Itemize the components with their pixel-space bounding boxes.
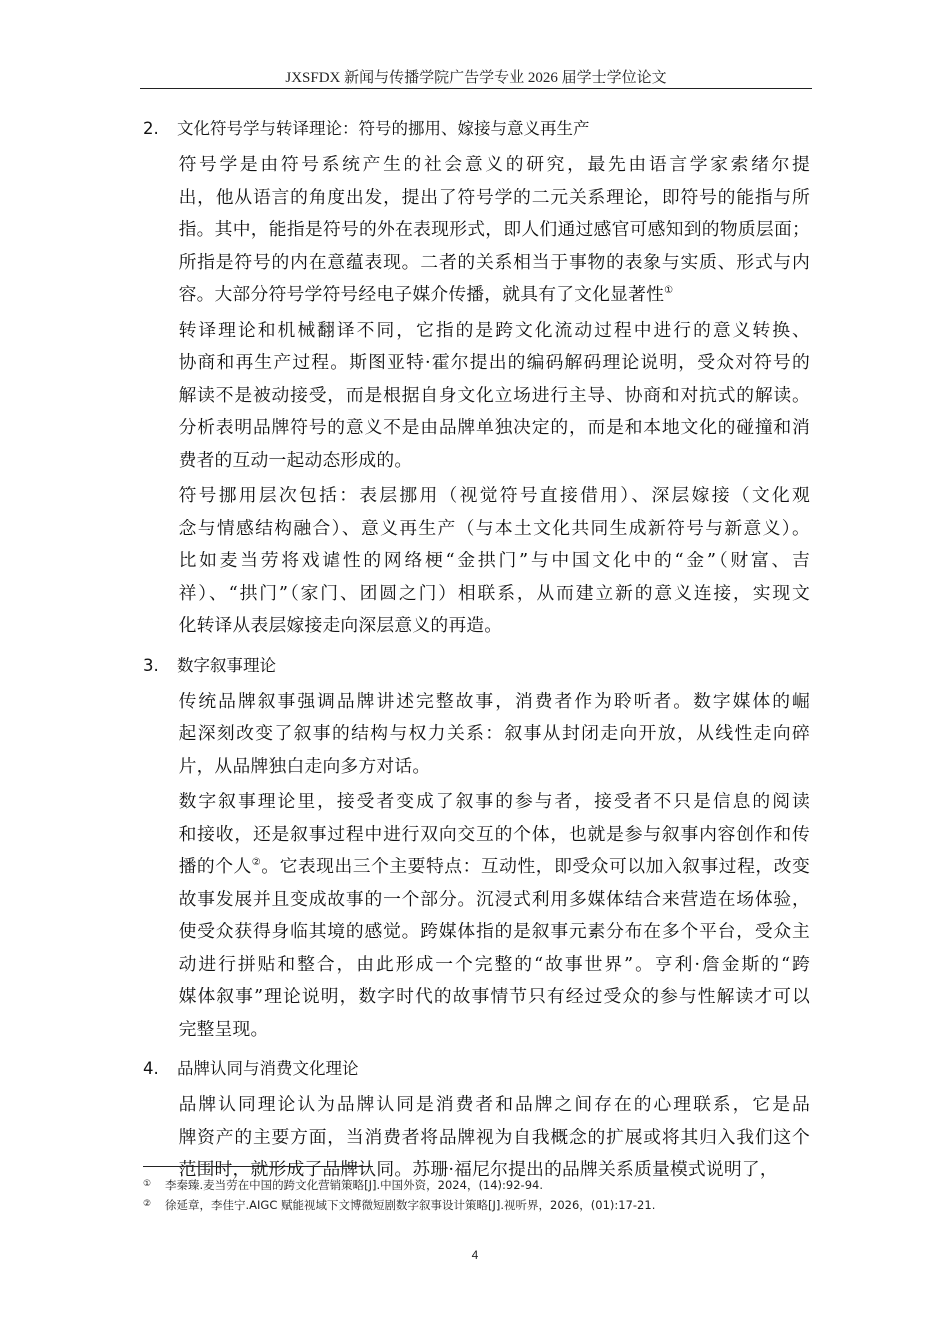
footnote [143,1175,810,1195]
text-line: 化转译从表层嫁接走向深层意义的再造。 [178,615,503,636]
text-line: 转译理论和机械翻译不同，它指的是跨文化流动过程中进行的意义转换、 [178,319,810,341]
footnote [143,1195,810,1215]
section-title: 品牌认同与消费文化理论 [177,1059,359,1078]
footnote-mark: ① [143,1179,152,1189]
section-heading-3 [143,646,810,686]
text-line: 出，他从语言的角度出发，提出了符号学的二元关系理论，即符号的能指与所 [178,186,810,208]
footnote-ref[interactable]: ① [664,285,674,296]
text-line: 品牌认同理论认为品牌认同是消费者和品牌之间存在的心理联系，它是品 [178,1094,810,1115]
page-number: 4 [471,1248,479,1262]
text-line: 比如麦当劳将戏谑性的网络梗“金拱门”与中国文化中的“金”（财富、吉 [178,550,810,571]
text-line: 和接收，还是叙事过程中进行双向交互的个体，也就是参与叙事内容创作和传 [178,823,810,845]
text-line: 片，从品牌独白走向多方对话。 [178,755,431,777]
text-line: 使受众获得身临其境的感觉。跨媒体指的是叙事元素分布在多个平台，受众主 [178,921,810,942]
body-content [143,109,810,1190]
paragraph [143,480,810,643]
text-line: 祥）、“拱门”（家门、团圆之门）相联系，从而建立新的意义连接，实现文 [178,582,810,604]
text-line [143,851,810,884]
running-header: JXSFDX 新闻与传播学院广告学专业 2026 届学士学位论文 [285,70,667,86]
text-line: 起深刻改变了叙事的结构与权力关系：叙事从封闭走向开放，从线性走向碎 [178,723,810,744]
text-line: 牌资产的主要方面，当消费者将品牌视为自我概念的扩展或将其归入我们这个 [178,1126,810,1148]
text-line: 故事发展并且变成故事的一个部分。沉浸式利用多媒体结合来营造在场体验， [178,888,810,910]
text-line: 解读不是被动接受，而是根据自身文化立场进行主导、协商和对抗式的解读。 [178,384,810,406]
text-fragment: 容。大部分符号学符号经电子媒介传播，就具有了文化显著性 [178,284,665,305]
text-fragment: 。它表现出三个主要特点：互动性，即受众可以加入叙事过程，改变 [261,856,810,877]
text-line: 符号学是由符号系统产生的社会意义的研究，最先由语言学家索绪尔提 [178,154,810,175]
text-line: 分析表明品牌符号的意义不是由品牌单独决定的，而是和本地文化的碰撞和消 [178,417,810,438]
text-line: 传统品牌叙事强调品牌讲述完整故事，消费者作为聆听者。数字媒体的崛 [178,690,810,712]
text-fragment: 播的个人 [178,856,252,877]
paragraph [143,786,810,1046]
section-number: 3. [143,655,159,675]
text-line: 费者的互动一起动态形成的。 [178,449,413,471]
text-line: 念与情感结构融合）、意义再生产（与本土文化共同生成新符号与新意义）。 [178,517,810,539]
section-title: 数字叙事理论 [177,655,276,675]
section-number: 2. [143,119,159,138]
text-line: 范围时，就形成了品牌认同。苏珊·福尼尔提出的品牌关系质量模式说明了， [178,1159,778,1180]
text-line: 指。其中，能指是符号的外在表现形式，即人们通过感官可感知到的物质层面； [178,219,810,240]
footnote-mark: ② [143,1199,152,1209]
text-line: 动进行拼贴和整合，由此形成一个完整的“故事世界”。亨利·詹金斯的“跨 [178,953,810,975]
paragraph [143,686,810,784]
text-line: 协商和再生产过程。斯图亚特·霍尔提出的编码解码理论说明，受众对符号的 [178,352,810,373]
footnote-ref[interactable]: ② [251,857,262,868]
paragraph [143,149,810,312]
section-heading-2 [143,109,810,149]
text-line: 符号挪用层次包括：表层挪用（视觉符号直接借用）、深层嫁接（文化观 [178,485,810,506]
text-line [143,279,810,312]
footnote-separator [143,1166,373,1167]
footnote-text: 李秦臻.麦当劳在中国的跨文化营销策略[J].中国外资，2024，(14):92-94. [165,1178,543,1192]
text-line: 所指是符号的内在意蕴表现。二者的关系相当于事物的表象与实质、形式与内 [178,251,810,273]
paragraph [143,315,810,478]
header-rule [140,88,812,89]
text-line: 完整呈现。 [178,1018,269,1040]
text-line: 数字叙事理论里，接受者变成了叙事的参与者，接受者不只是信息的阅读 [178,791,810,812]
footnotes [143,1175,810,1215]
text-line: 媒体叙事”理论说明，数字时代的故事情节只有经过受众的参与性解读才可以 [178,986,810,1007]
footnote-text: 徐延章，李佳宁.AIGC 赋能视域下文博微短剧数字叙事设计策略[J].视听界，2026，(01):17-21. [165,1198,656,1212]
section-number: 4. [143,1059,159,1078]
section-title: 文化符号学与转译理论：符号的挪用、嫁接与意义再生产 [177,119,590,138]
section-heading-4 [143,1049,810,1089]
paragraph [143,1089,810,1187]
